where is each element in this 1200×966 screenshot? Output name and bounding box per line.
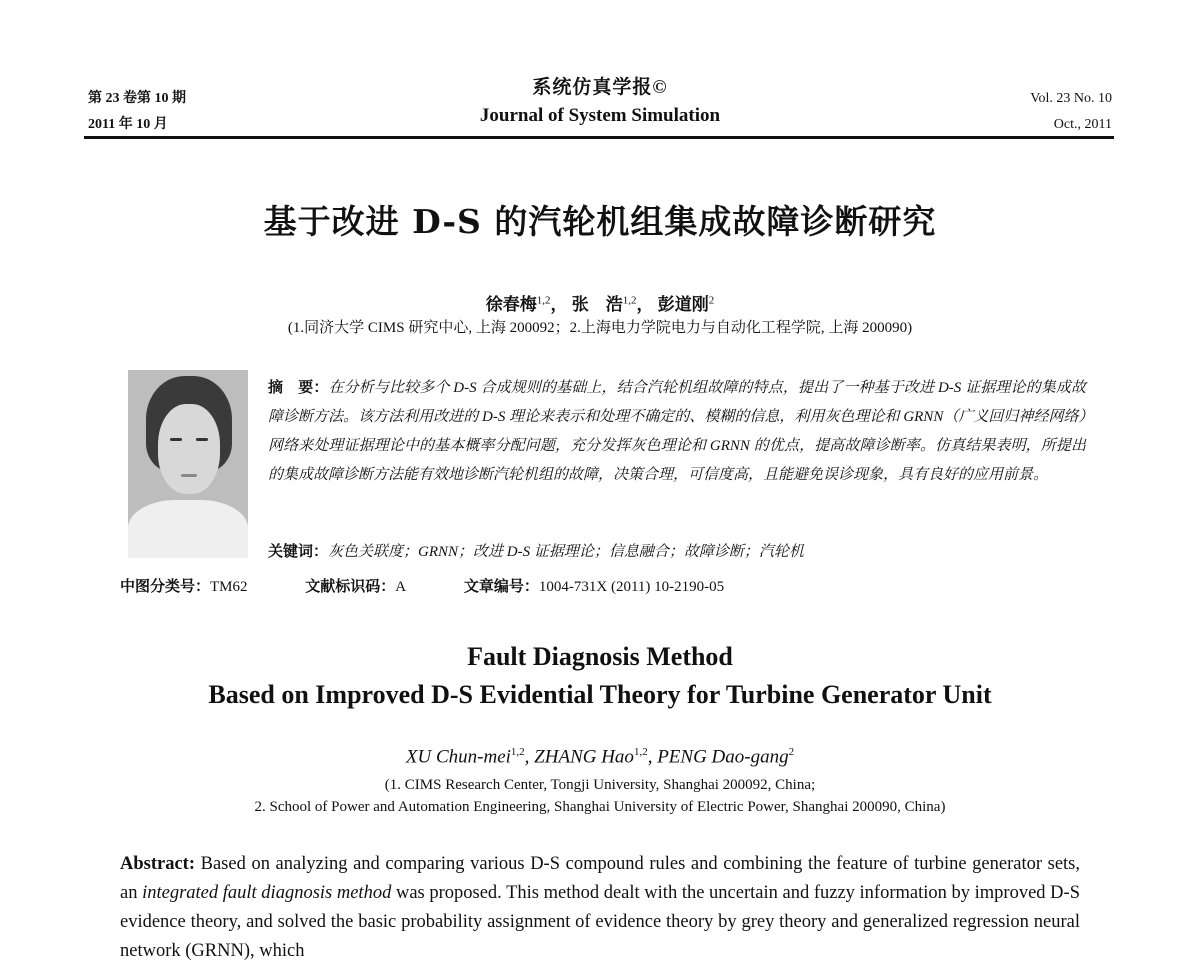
affiliation-en-line2: 2. School of Power and Automation Engineering, Shanghai University of Electric Power, Shanghai 200090, China) [254, 799, 946, 815]
article-no-label: 文章编号： [463, 579, 539, 595]
volume-en: Vol. 23 No. 10 [1030, 91, 1112, 106]
keywords-cn [268, 540, 804, 561]
photo-eye [196, 438, 208, 441]
photo-eye [170, 438, 182, 441]
volume-cn: 第 23 卷第 10 期 [88, 91, 186, 106]
author-separator: , [647, 746, 658, 768]
header-divider [84, 136, 1114, 139]
photo-face [158, 404, 220, 494]
journal-name-en: Journal of System Simulation [479, 105, 721, 126]
author-affil-sup: 2 [708, 294, 715, 307]
authors-en [0, 746, 1200, 768]
author-affil-sup: 1,2 [633, 746, 648, 758]
photo-shoulders [128, 500, 248, 558]
abstract-cn [268, 374, 1086, 490]
author-affil-sup: 1,2 [622, 294, 637, 307]
author-affil-sup: 1,2 [536, 294, 551, 307]
classification-line [120, 575, 724, 596]
abstract-text-en-2: was proposed. This method dealt with the uncertain and fuzzy information by improved D-S evidence theory, and solved the basic probability assignment of evidence theory by grey theory and generalized regression neural network (GRNN), which [120, 883, 1080, 961]
author-separator: ， [550, 295, 568, 314]
doc-code-label: 文献标识码： [305, 579, 396, 595]
keywords-text-cn: 灰色关联度；GRNN；改进 D-S 证据理论；信息融合；故障诊断；汽轮机 [328, 544, 804, 560]
author-affil-sup: 1,2 [510, 746, 525, 758]
affiliation-cn: (1.同济大学 CIMS 研究中心, 上海 200092；2.上海电力学院电力与自动化工程学院, 上海 200090) [287, 320, 913, 336]
journal-name-cn: 系统仿真学报© [532, 77, 668, 98]
date-en: Oct., 2011 [1053, 117, 1112, 132]
date-cn: 2011 年 10 月 [88, 117, 168, 132]
article-no-value: 1004-731X (2011) 10-2190-05 [538, 579, 725, 595]
author-name: 徐春梅 [485, 295, 537, 314]
author-separator: , [524, 746, 535, 768]
author-name: 张 浩 [571, 295, 623, 314]
doc-code-value: A [395, 579, 407, 595]
clc-label: 中图分类号： [120, 579, 211, 595]
paper-title-en [0, 638, 1200, 714]
author-photo [128, 370, 248, 558]
paper-title-cn: 基于改进 D-S 的汽轮机组集成故障诊断研究 [263, 202, 937, 241]
author-affil-sup: 2 [788, 746, 795, 758]
title-en-line1: Fault Diagnosis Method [467, 642, 733, 671]
abstract-label-cn: 摘 要： [268, 380, 329, 396]
abstract-text-en-1: Based on analyzing and comparing various D-S compound rules and combining the feature of turbine generator sets, an [120, 854, 1080, 903]
author-name: 彭道刚 [657, 295, 709, 314]
clc-value: TM62 [210, 579, 248, 595]
author-name-en: ZHANG Hao [534, 746, 634, 768]
abstract-text-en-italic: integrated fault diagnosis method [142, 883, 392, 903]
header-right [1030, 86, 1112, 138]
abstract-text-cn: 在分析与比较多个 D-S 合成规则的基础上，结合汽轮机组故障的特点，提出了一种基于改进 D-S 证据理论的集成故障诊断方法。该方法利用改进的 D-S 理论来表示和处理不确定的、模糊的信息，利用灰色理论和 GRNN（广义回归神经网络）网络来处理证据理论中的基本概率分配问题，充分发挥灰色理论和 GRNN 的优点，提高故障诊断率。仿真结果表明，所提出的集成故障诊断方法能有效地诊断汽轮机组的故障，决策合理，可信度高，且能避免误诊现象，具有良好的应用前景。 [268, 380, 1086, 483]
authors-cn [0, 290, 1200, 315]
abstract-label-en: Abstract: [120, 854, 196, 874]
affiliation-en [0, 774, 1200, 818]
title-en-line2: Based on Improved D-S Evidential Theory for Turbine Generator Unit [208, 680, 992, 709]
abstract-en [120, 850, 1080, 966]
author-name-en: XU Chun-mei [405, 746, 511, 768]
journal-name [0, 74, 1200, 130]
keywords-label-cn: 关键词： [268, 544, 329, 560]
affiliation-en-line1: (1. CIMS Research Center, Tongji University, Shanghai 200092, China; [384, 777, 816, 793]
photo-mouth [181, 474, 197, 477]
author-name-en: PENG Dao-gang [657, 746, 789, 768]
author-separator: ， [636, 295, 654, 314]
